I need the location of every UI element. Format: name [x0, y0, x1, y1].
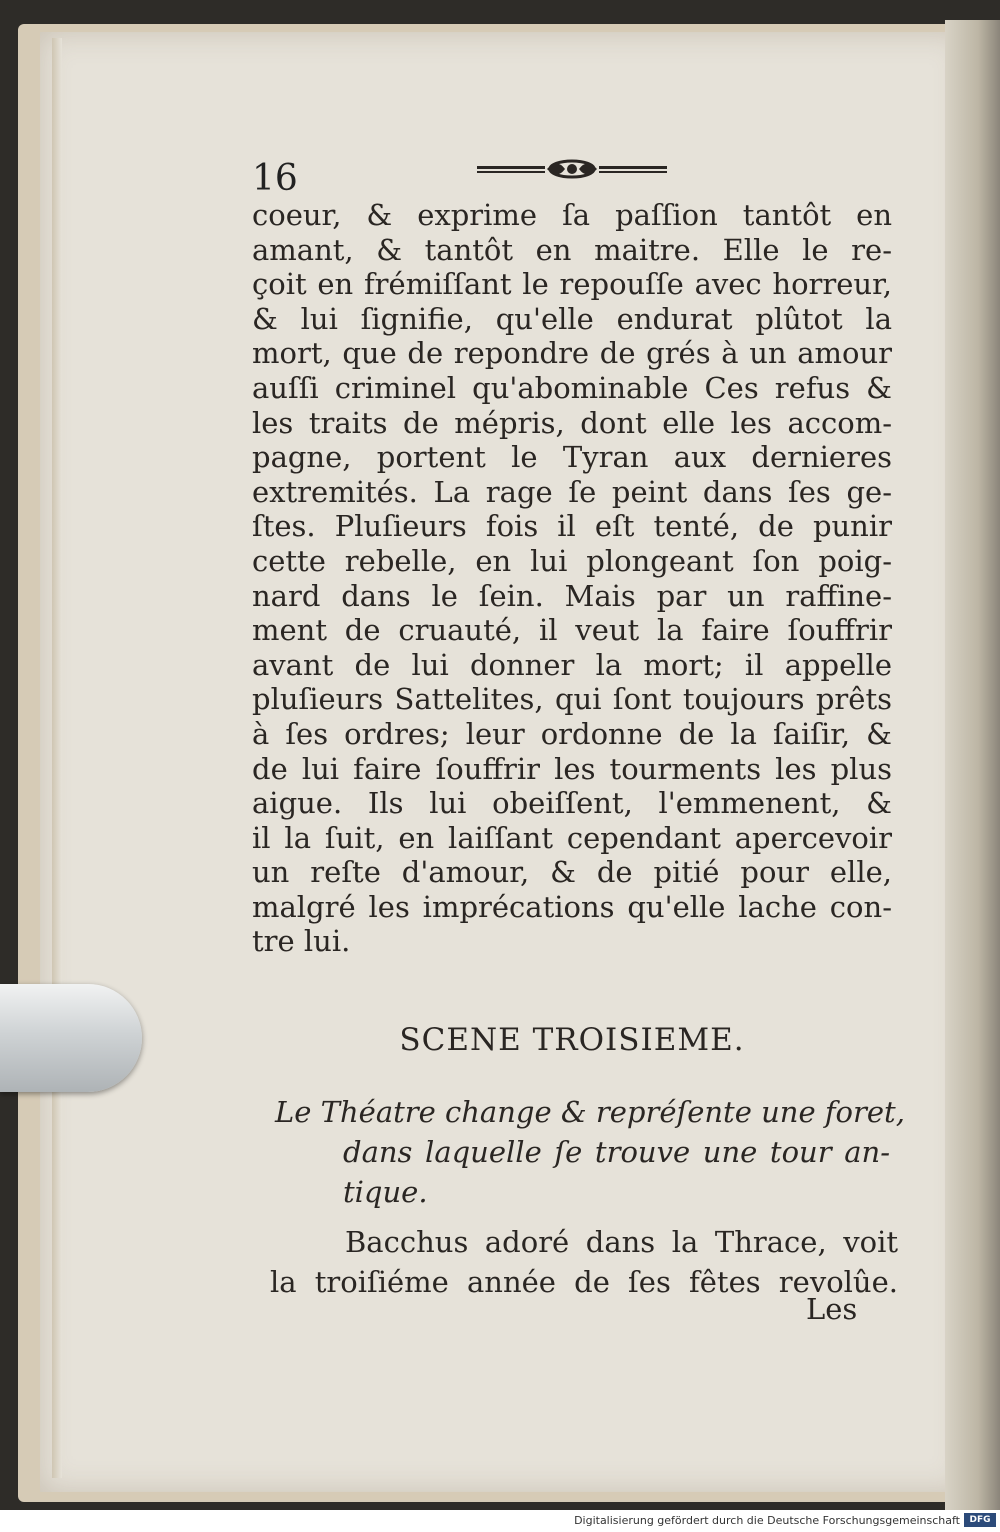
ornamental-rule-icon	[477, 154, 667, 184]
text-line: pagne, portent le Tyran aux dernieres	[252, 440, 892, 475]
text-line: ment de cruauté, il veut la faire ſouffrir	[252, 613, 892, 648]
body-paragraph	[252, 198, 892, 959]
stage-direction-line: tique.	[343, 1175, 428, 1209]
text-line: coeur, & exprime ſa paſſion tantôt en	[252, 198, 892, 232]
page-number: 16	[252, 158, 298, 199]
text-line: nard dans le ſein. Mais par un raffine-	[252, 578, 892, 613]
text-line: mort, que de repondre de grés à un amour	[252, 336, 892, 371]
text-line: la troiſiéme année de ſes fêtes revolûe.	[270, 1265, 898, 1299]
text-line: avant de lui donner la mort; il appelle	[252, 647, 892, 682]
text-line: & lui ſignifie, qu'elle endurat plûtot la	[252, 301, 892, 336]
text-line: pluſieurs Sattelites, qui ſont toujours prêts	[252, 682, 892, 717]
second-paragraph	[270, 1222, 898, 1302]
dfg-logo-icon: DFG	[964, 1513, 996, 1527]
text-line: amant, & tantôt en maitre. Elle le re-	[252, 232, 892, 267]
text-line: de lui faire ſouffrir les tourments les plus	[252, 751, 892, 786]
text-line: aigue. Ils lui obeiſſent, l'emmenent, &	[252, 786, 892, 821]
text-line: il la ſuit, en laiſſant cependant apercevoir	[252, 820, 892, 855]
text-line: çoit en frémiſſant le repouſſe avec horreur,	[252, 267, 892, 302]
facing-page-edge	[945, 20, 1000, 1510]
catchword: Les	[806, 1292, 858, 1326]
text-line: auſſi criminel qu'abominable Ces refus &	[252, 370, 892, 405]
page-gutter-shadow	[52, 38, 62, 1478]
text-line: les traits de mépris, dont elle les accom-	[252, 405, 892, 440]
text-line: ſtes. Pluſieurs fois il eſt tenté, de punir	[252, 509, 892, 544]
stage-direction-line: Le Théatre change & repréſente une foret,	[275, 1095, 905, 1129]
text-line: Bacchus adoré dans la Thrace, voit	[345, 1225, 898, 1259]
text-line: extremités. La rage ſe peint dans ſes ge-	[252, 474, 892, 509]
text-line: tre lui.	[252, 924, 351, 959]
stage-direction	[275, 1092, 905, 1212]
scene-heading: SCENE TROISIEME.	[399, 1022, 745, 1058]
page-clip	[0, 984, 142, 1092]
text-line: un reſte d'amour, & de pitié pour elle,	[252, 855, 892, 890]
stage-direction-line: dans laquelle ſe trouve une tour an-	[343, 1135, 890, 1169]
footer-credit: Digitalisierung gefördert durch die Deutsche Forschungsgemeinschaft	[574, 1514, 960, 1527]
text-line: cette rebelle, en lui plongeant ſon poig-	[252, 543, 892, 578]
text-line: malgré les imprécations qu'elle lache con-	[252, 889, 892, 924]
text-line: à ſes ordres; leur ordonne de la ſaiſir, &	[252, 716, 892, 751]
